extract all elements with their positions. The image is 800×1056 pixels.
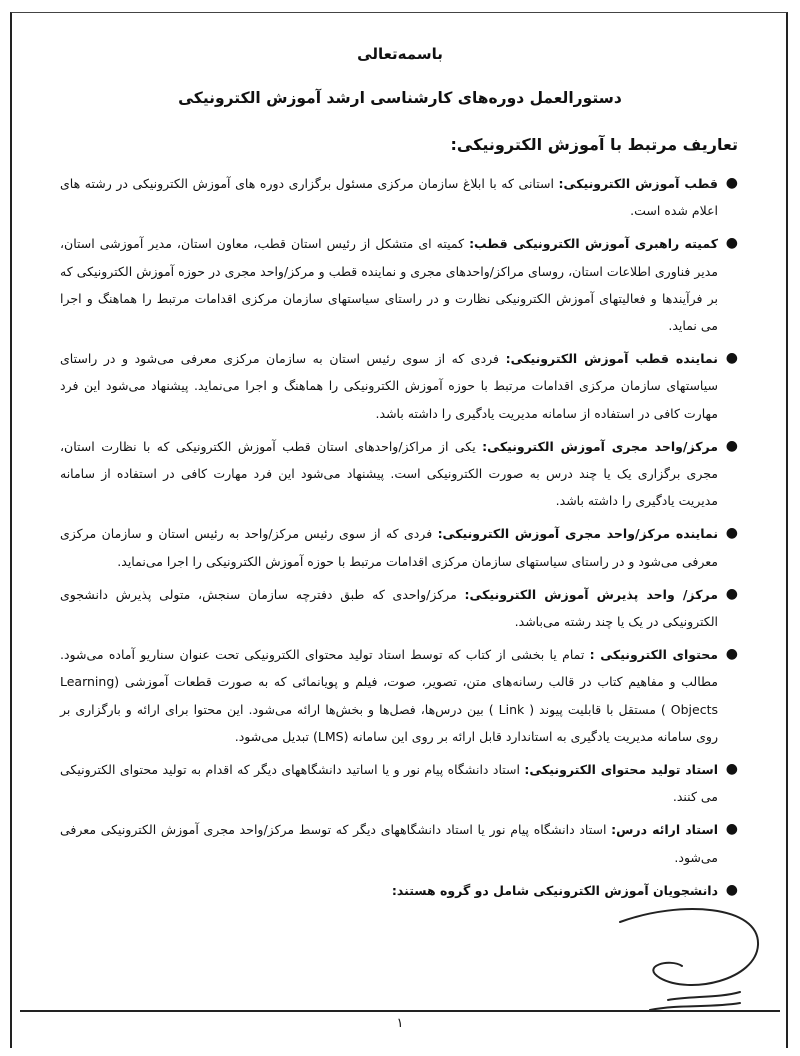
definition-item [60, 520, 740, 574]
bullet-icon: ● [725, 585, 738, 602]
definition-item [60, 816, 740, 870]
footer-rule [20, 1010, 780, 1012]
bullet-icon: ● [725, 175, 738, 191]
definition-term: استاد تولید محتوای الکترونیکی: [524, 762, 718, 778]
document-title: دستورالعمل دوره‌های کارشناسی ارشد آموزش الکترونیکی [178, 89, 622, 107]
definition-term: مرکز/واحد مجری آموزش الکترونیکی: [482, 438, 719, 454]
bullet-icon: ● [725, 235, 738, 252]
definition-item [60, 433, 740, 515]
definition-term: نماینده قطب آموزش الکترونیکی: [505, 351, 718, 367]
document-page [60, 45, 740, 910]
bullet-icon: ● [725, 821, 738, 838]
definition-term: مرکز/ واحد پذیرش آموزش الکترونیکی: [464, 586, 718, 602]
definition-text: مرکز/واحدی که طبق دفترچه سازمان سنجش، متولی پذیرش دانشجوی الکترونیکی در یک یا چند رشته می‌باشد. [60, 586, 718, 630]
definition-item [60, 641, 740, 750]
definition-item [60, 345, 740, 427]
definition-item [60, 230, 740, 339]
bullet-icon: ● [725, 350, 738, 367]
definition-term: دانشجویان آموزش الکترونیکی شامل دو گروه هستند: [391, 882, 718, 898]
bullet-icon: ● [725, 881, 738, 898]
definition-text: فردی که از سوی رئیس استان به سازمان مرکزی معرفی می‌شود و در راستای سیاستهای سازمان مرکزی اقدامات مرتبط با حوزه آموزش الکترونیکی را هماهنگ و اجرا می‌نماید. پیشنهاد می‌شود این فرد مهارت کافی در استفاده از سامانه مدیریت یادگیری را داشته باشد. [60, 351, 718, 421]
bullet-icon: ● [725, 437, 738, 454]
definition-term: نماینده مرکز/واحد مجری آموزش الکترونیکی: [437, 526, 719, 542]
definition-term: استاد ارائه درس: [611, 822, 718, 838]
definition-term: کمیته راهبری آموزش الکترونیکی قطب: [469, 236, 718, 252]
section-heading: تعاریف مرتبط با آموزش الکترونیکی: [450, 135, 738, 154]
definition-item [60, 756, 740, 810]
definition-term: محتوای الکترونیکی : [589, 647, 718, 663]
definition-item [60, 581, 740, 635]
definition-text: یکی از مراکز/واحدهای استان قطب آموزش الکترونیکی که با نظارت استان، مجری برگزاری یک یا چند درس به صورت الکترونیکی است. پیشنهاد می‌شود این فرد مهارت کافی در استفاده از سامانه مدیریت یادگیری را داشته باشد. [60, 438, 718, 509]
definition-text: کمیته ای متشکل از رئیس استان قطب، معاون استان، مدیر آموزشی استان، مدیر فناوری اطلاعات استان، روسای مراکز/واحدهای مجری و نماینده قطب و مرکز/واحد مجری در حوزه آموزش الکترونیکی که بر فرآیندها و فعالیتهای آموزش الکترونیکی نظارت و در راستای سیاستهای سازمان مرکزی اقدامات مرتبط را هماهنگ و اجرا می نماید. [60, 236, 718, 334]
bullet-icon: ● [725, 761, 738, 778]
page-number: ۱ [396, 1016, 404, 1031]
definition-text: استاد دانشگاه پیام نور و یا اساتید دانشگاههای دیگر که اقدام به تولید محتوای الکترونیکی می کنند. [60, 762, 718, 805]
definitions-list [60, 170, 740, 904]
definition-text: تمام یا بخشی از کتاب که توسط استاد تولید محتوای الکترونیکی تحت عنوان سناریو آماده می‌شود. مطالب و مفاهیم کتاب در قالب رسانه‌های متن، تصویر، صوت، فیلم و پویانمائی که به صورت قطعات آموزشی (Learning Objects ) مستقل با قابلیت پیوند ( Link ) بین درس‌ها، فصل‌ها و بخش‌ها ارائه می‌شود. این محتوا برای ارائه و بارگزاری بر روی سامانه مدیریت یادگیری به استاندارد قابل ارائه بر روی این سامانه (LMS) تبدیل می‌شود. [60, 647, 719, 744]
definition-item [60, 170, 740, 224]
definition-text: استاد دانشگاه پیام نور یا استاد دانشگاههای دیگر که توسط مرکز/واحد مجری آموزش الکترونیکی معرفی می‌شود. [60, 822, 718, 865]
definition-text: استانی که با ابلاغ سازمان مرکزی مسئول برگزاری دوره های آموزش الکترونیکی در رشته های اعلام شده است. [60, 176, 718, 219]
bismillah-heading: باسمه‌تعالی [357, 45, 443, 63]
handwritten-signature [590, 900, 770, 1020]
bullet-icon: ● [725, 525, 738, 542]
definition-text: فردی که از سوی رئیس مرکز/واحد به رئیس استان و سازمان مرکزی معرفی می‌شود و در راستای سیاستهای سازمان مرکزی اقدامات مرتبط با حوزه آموزش الکترونیکی را اجرا می‌نماید. [60, 526, 718, 569]
bullet-icon: ● [725, 646, 738, 663]
definition-term: قطب آموزش الکترونیکی: [558, 176, 718, 191]
